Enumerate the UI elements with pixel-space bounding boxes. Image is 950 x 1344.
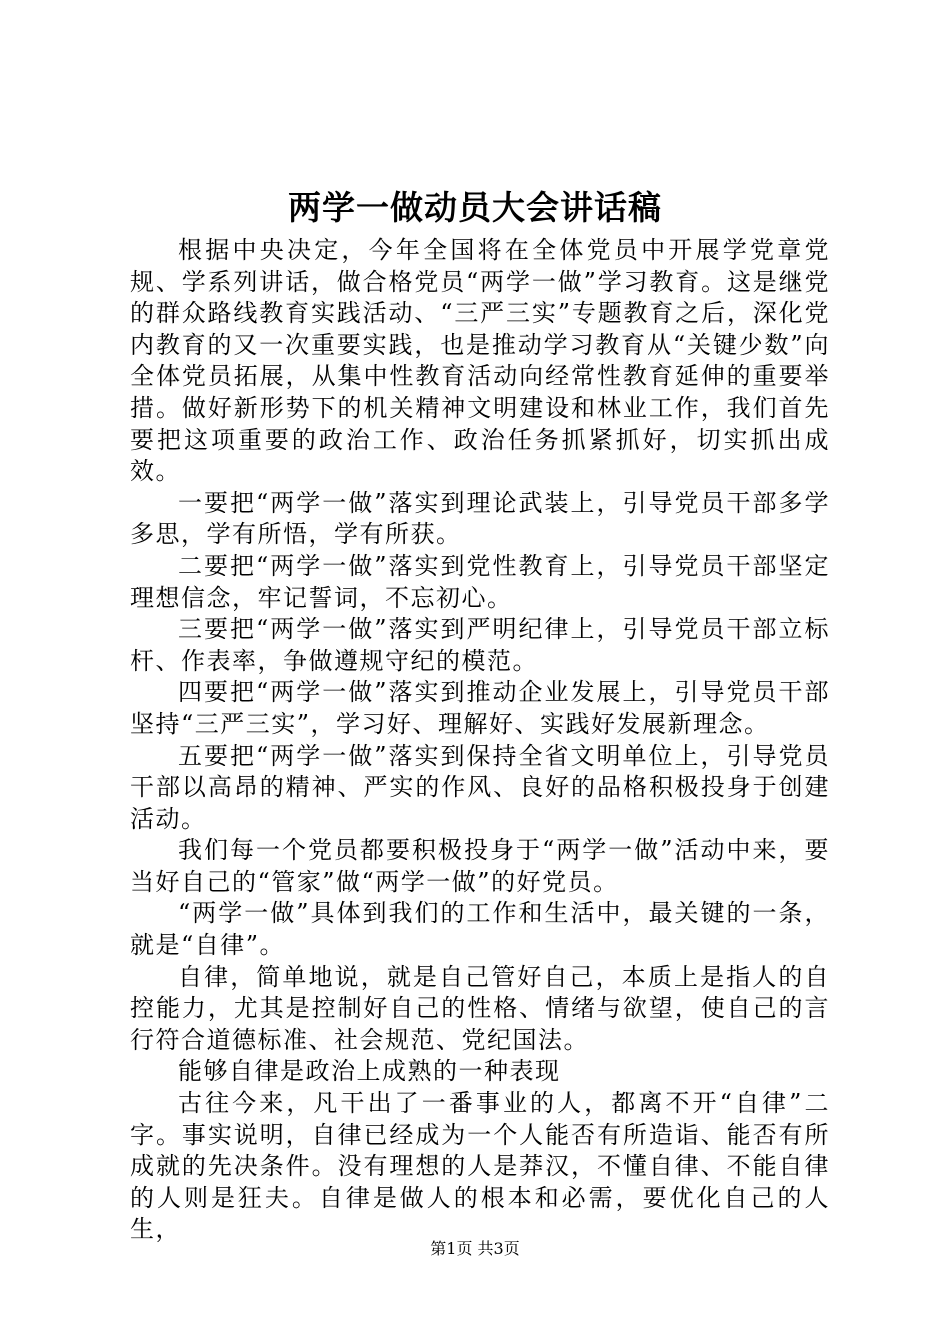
paragraph: 自律，简单地说，就是自己管好自己，本质上是指人的自控能力，尤其是控制好自己的性格、情绪与欲望，使自己的言行符合道德标准、社会规范、党纪国法。	[130, 962, 830, 1054]
paragraph: 五要把“两学一做”落实到保持全省文明单位上，引导党员干部以高昂的精神、严实的作风、良好的品格积极投身于创建活动。	[130, 741, 830, 833]
paragraph: 古往今来，凡干出了一番事业的人，都离不开“自律”二字。事实说明，自律已经成为一个人能否有所造诣、能否有所成就的先决条件。没有理想的人是莽汉，不懂自律、不能自律的人则是狂夫。自律是做人的根本和必需，要优化自己的人生，	[130, 1089, 830, 1244]
paragraph: 四要把“两学一做”落实到推动企业发展上，引导党员干部坚持“三严三实”，学习好、理解好、实践好发展新理念。	[130, 678, 830, 738]
paragraph: 三要把“两学一做”落实到严明纪律上，引导党员干部立标杆、作表率，争做遵规守纪的模范。	[130, 615, 830, 675]
paragraph: 根据中央决定，今年全国将在全体党员中开展学党章党规、学系列讲话，做合格党员“两学一做”学习教育。这是继党的群众路线教育实践活动、“三严三实”专题教育之后，深化党内教育的又一次重要实践，也是推动学习教育从“关键少数”向全体党员拓展，从集中性教育活动向经常性教育延伸的重要举措。做好新形势下的机关精神文明建设和林业工作，我们首先要把这项重要的政治工作、政治任务抓紧抓好，切实抓出成效。	[130, 236, 830, 486]
paragraph: 我们每一个党员都要积极投身于“两学一做”活动中来，要当好自己的“管家”做“两学一做”的好党员。	[130, 836, 830, 896]
document-body	[130, 235, 830, 1246]
page-footer: 第1页 共3页	[430, 1239, 520, 1258]
document-title: 两学一做动员大会讲话稿	[288, 188, 662, 227]
paragraph: 一要把“两学一做”落实到理论武装上，引导党员干部多学多思，学有所悟，学有所获。	[130, 488, 830, 549]
paragraph: 二要把“两学一做”落实到党性教育上，引导党员干部坚定理想信念，牢记誓词，不忘初心。	[130, 551, 830, 612]
section-heading: 能够自律是政治上成熟的一种表现	[178, 1057, 561, 1086]
paragraph: “两学一做”具体到我们的工作和生活中，最关键的一条，就是“自律”。	[130, 899, 830, 960]
